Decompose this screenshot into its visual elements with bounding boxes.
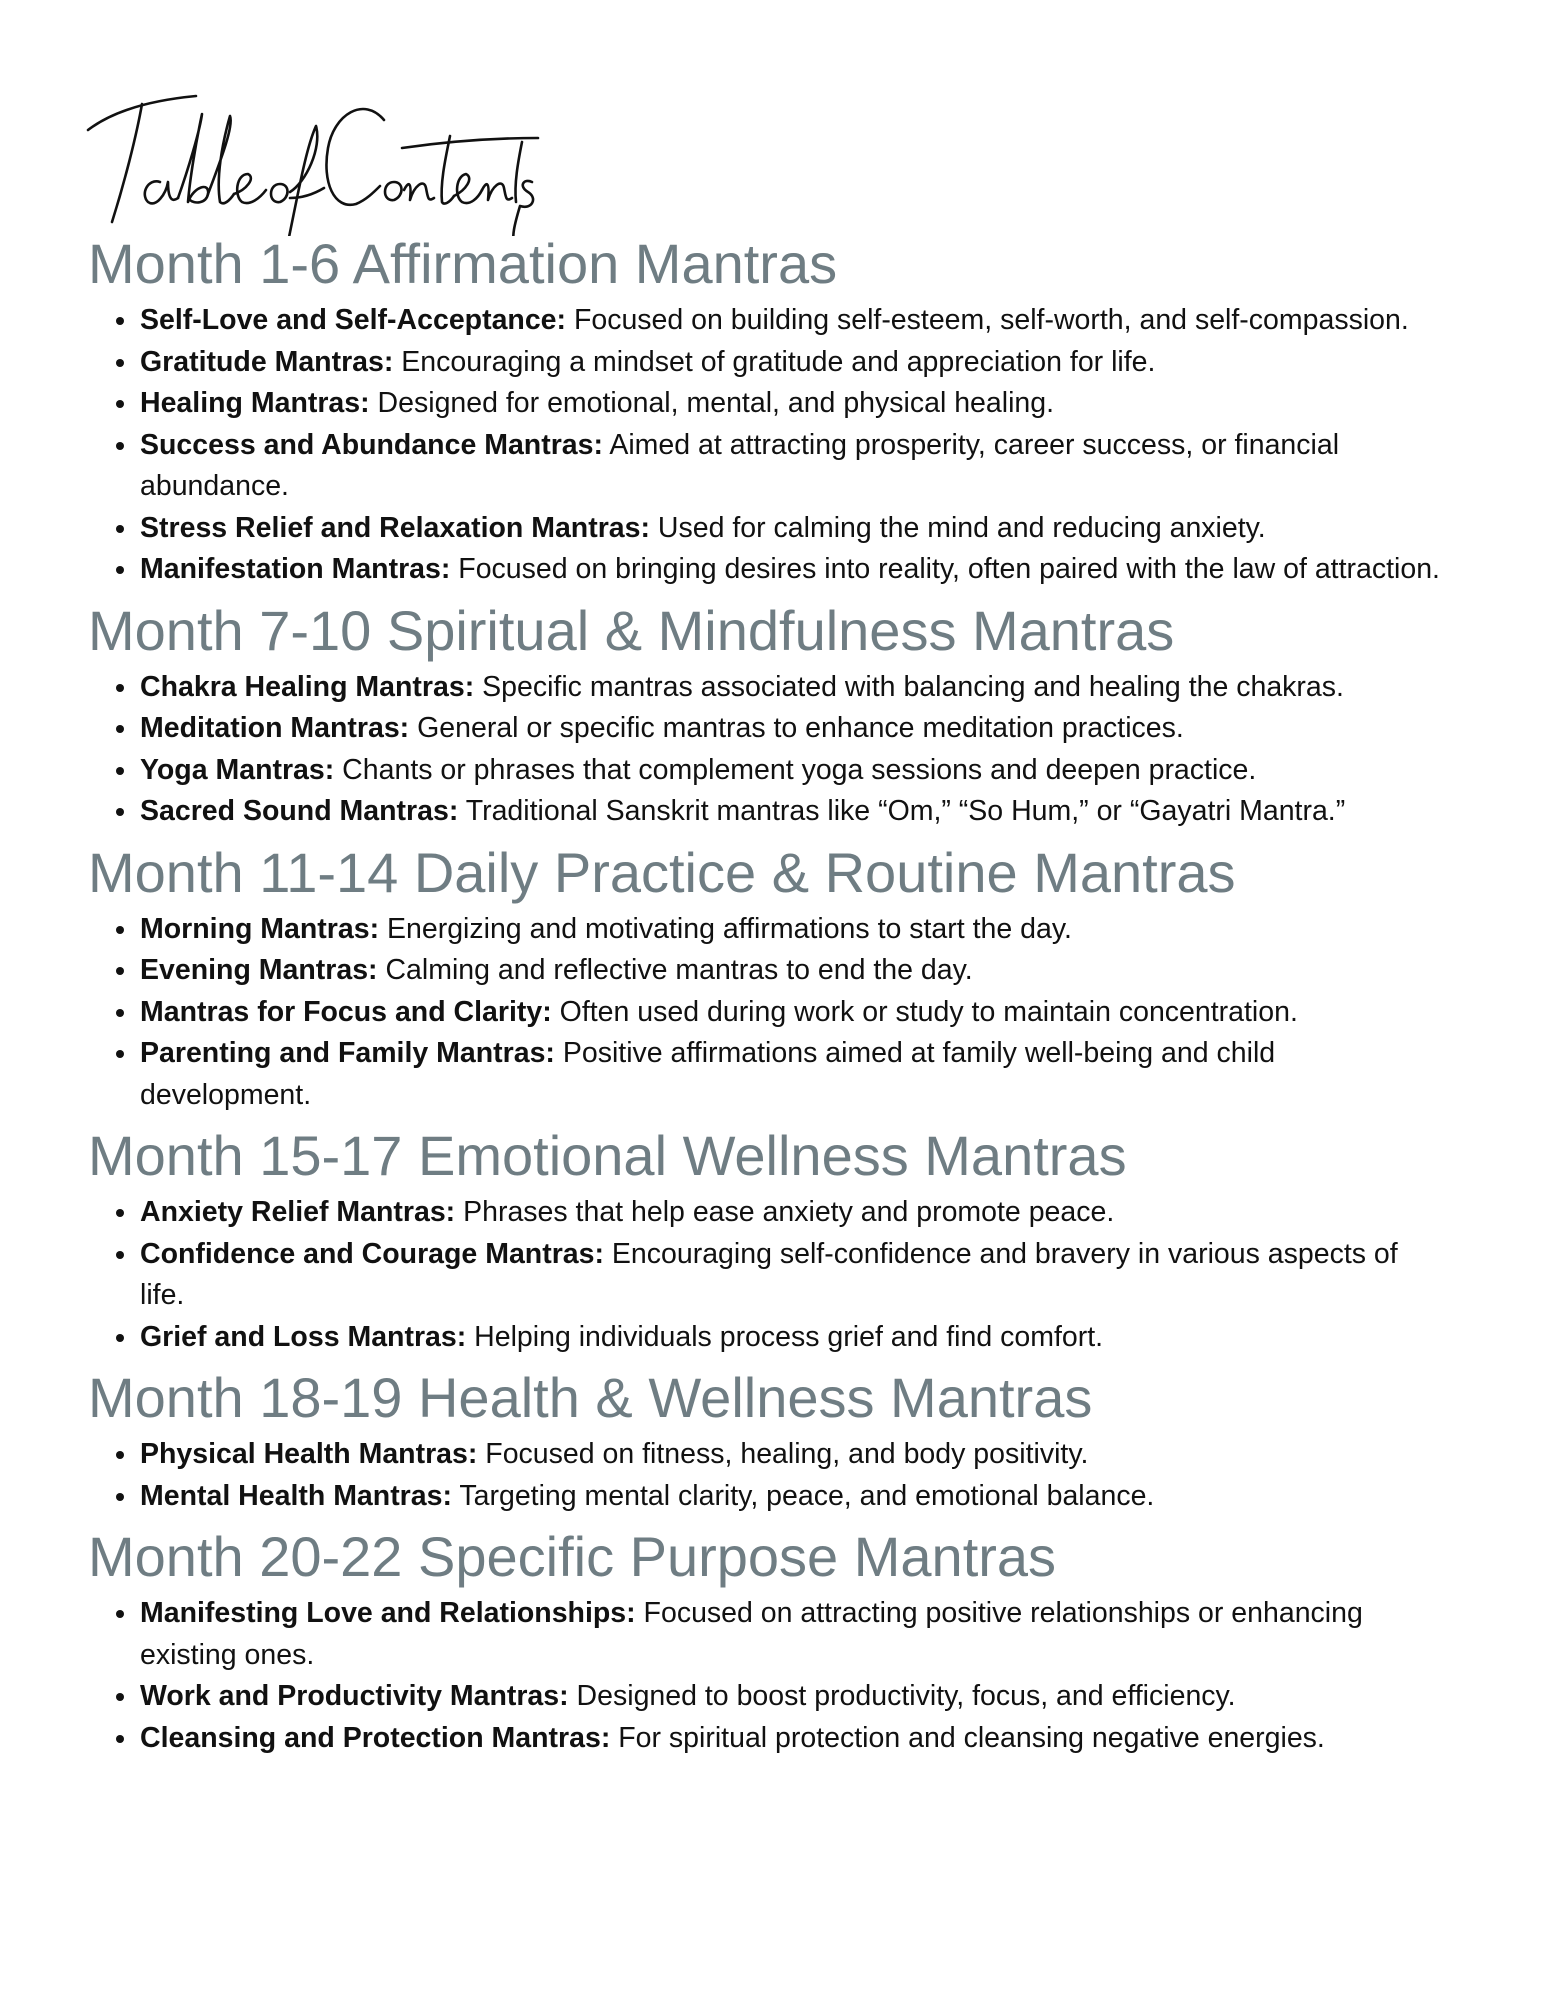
section-heading: Month 18-19 Health & Wellness Mantras (88, 1366, 1093, 1429)
item-label: Morning Mantras: (140, 912, 380, 945)
item-label: Manifesting Love and Relationships: (140, 1597, 636, 1629)
item-description: For spiritual protection and cleansing negative energies. (610, 1721, 1325, 1754)
list-item (140, 383, 1468, 425)
item-label: Anxiety Relief Mantras: (140, 1196, 456, 1228)
section-heading: Month 11-14 Daily Practice & Routine Mantras (88, 840, 1236, 904)
section-heading: Month 20-22 Specific Purpose Mantras (88, 1525, 1057, 1588)
item-description: Calming and reflective mantras to end the day. (377, 954, 973, 986)
list-item (140, 1593, 1468, 1676)
item-description: Traditional Sanskrit mantras like “Om,” “So Hum,” or “Gayatri Mantra.” (458, 795, 1346, 827)
list-item (140, 508, 1468, 550)
item-label: Confidence and Courage Mantras: (140, 1237, 604, 1270)
list-item (140, 1676, 1468, 1718)
list-item (140, 425, 1468, 508)
item-label: Mantras for Focus and Clarity: (140, 995, 552, 1028)
section-item-list (88, 1192, 1468, 1358)
list-item (140, 1434, 1468, 1476)
item-description: Positive affirmations aimed at family well-being and child development. (140, 1037, 1276, 1111)
list-item (140, 342, 1468, 384)
list-item (140, 667, 1468, 709)
list-item (140, 1033, 1468, 1116)
item-label: Stress Relief and Relaxation Mantras: (140, 511, 650, 544)
toc-section (88, 1525, 1468, 1759)
section-heading: Month 1-6 Affirmation Mantras (88, 232, 838, 295)
table-of-contents-script-title (84, 86, 544, 236)
item-description: Specific mantras associated with balancing and healing the chakras. (474, 670, 1344, 703)
list-item (140, 791, 1468, 833)
section-item-list (88, 1434, 1468, 1517)
item-description: Designed to boost productivity, focus, and efficiency. (568, 1680, 1236, 1712)
list-item (140, 909, 1468, 951)
item-label: Evening Mantras: (140, 954, 378, 986)
section-heading: Month 15-17 Emotional Wellness Mantras (88, 1124, 1127, 1187)
item-description: Targeting mental clarity, peace, and emotional balance. (451, 1479, 1155, 1512)
list-item (140, 549, 1468, 591)
item-label: Success and Abundance Mantras: (140, 428, 603, 461)
item-description: Designed for emotional, mental, and physical healing. (369, 387, 1055, 419)
item-label: Cleansing and Protection Mantras: (140, 1721, 611, 1754)
item-label: Self-Love and Self-Acceptance: (140, 304, 567, 336)
toc-section (88, 599, 1468, 833)
list-item (140, 1718, 1468, 1760)
item-description: Encouraging self-confidence and bravery in various aspects of life. (140, 1237, 1398, 1311)
item-description: Phrases that help ease anxiety and promote peace. (455, 1196, 1115, 1228)
item-label: Physical Health Mantras: (140, 1438, 478, 1470)
item-description: Used for calming the mind and reducing anxiety. (650, 511, 1266, 544)
item-description: Focused on bringing desires into reality, often paired with the law of attraction. (450, 553, 1440, 585)
item-label: Healing Mantras: (140, 387, 370, 419)
item-label: Grief and Loss Mantras: (140, 1320, 467, 1353)
toc-section (88, 232, 1468, 591)
list-item (140, 1234, 1468, 1317)
section-item-list (88, 667, 1468, 833)
list-item (140, 750, 1468, 792)
list-item (140, 992, 1468, 1034)
item-label: Mental Health Mantras: (140, 1479, 452, 1512)
item-label: Gratitude Mantras: (140, 345, 394, 378)
item-description: Chants or phrases that complement yoga sessions and deepen practice. (334, 753, 1257, 786)
list-item (140, 1317, 1468, 1359)
item-label: Yoga Mantras: (140, 753, 335, 786)
list-item (140, 1192, 1468, 1234)
toc-section (88, 1366, 1468, 1517)
section-item-list (88, 909, 1468, 1117)
item-label: Chakra Healing Mantras: (140, 670, 475, 703)
item-description: Encouraging a mindset of gratitude and appreciation for life. (393, 345, 1156, 378)
list-item (140, 950, 1468, 992)
item-label: Meditation Mantras: (140, 712, 410, 744)
toc-section (88, 841, 1468, 1117)
list-item (140, 300, 1468, 342)
item-description: Focused on attracting positive relationships or enhancing existing ones. (140, 1597, 1363, 1671)
section-item-list (88, 300, 1468, 591)
item-description: Focused on fitness, healing, and body positivity. (477, 1438, 1089, 1470)
item-description: General or specific mantras to enhance meditation practices. (409, 712, 1184, 744)
item-label: Parenting and Family Mantras: (140, 1037, 555, 1069)
toc-section (88, 1124, 1468, 1358)
item-label: Manifestation Mantras: (140, 553, 451, 585)
item-label: Sacred Sound Mantras: (140, 795, 459, 827)
section-item-list (88, 1593, 1468, 1759)
table-of-contents (88, 232, 1468, 1767)
item-description: Energizing and motivating affirmations to start the day. (379, 912, 1072, 945)
list-item (140, 708, 1468, 750)
item-description: Focused on building self-esteem, self-worth, and self-compassion. (566, 304, 1409, 336)
item-description: Helping individuals process grief and find comfort. (466, 1320, 1104, 1353)
section-heading: Month 7-10 Spiritual & Mindfulness Mantras (88, 598, 1175, 662)
item-description: Aimed at attracting prosperity, career success, or financial abundance. (140, 428, 1340, 502)
item-description: Often used during work or study to maintain concentration. (551, 995, 1298, 1028)
list-item (140, 1476, 1468, 1518)
item-label: Work and Productivity Mantras: (140, 1680, 569, 1712)
